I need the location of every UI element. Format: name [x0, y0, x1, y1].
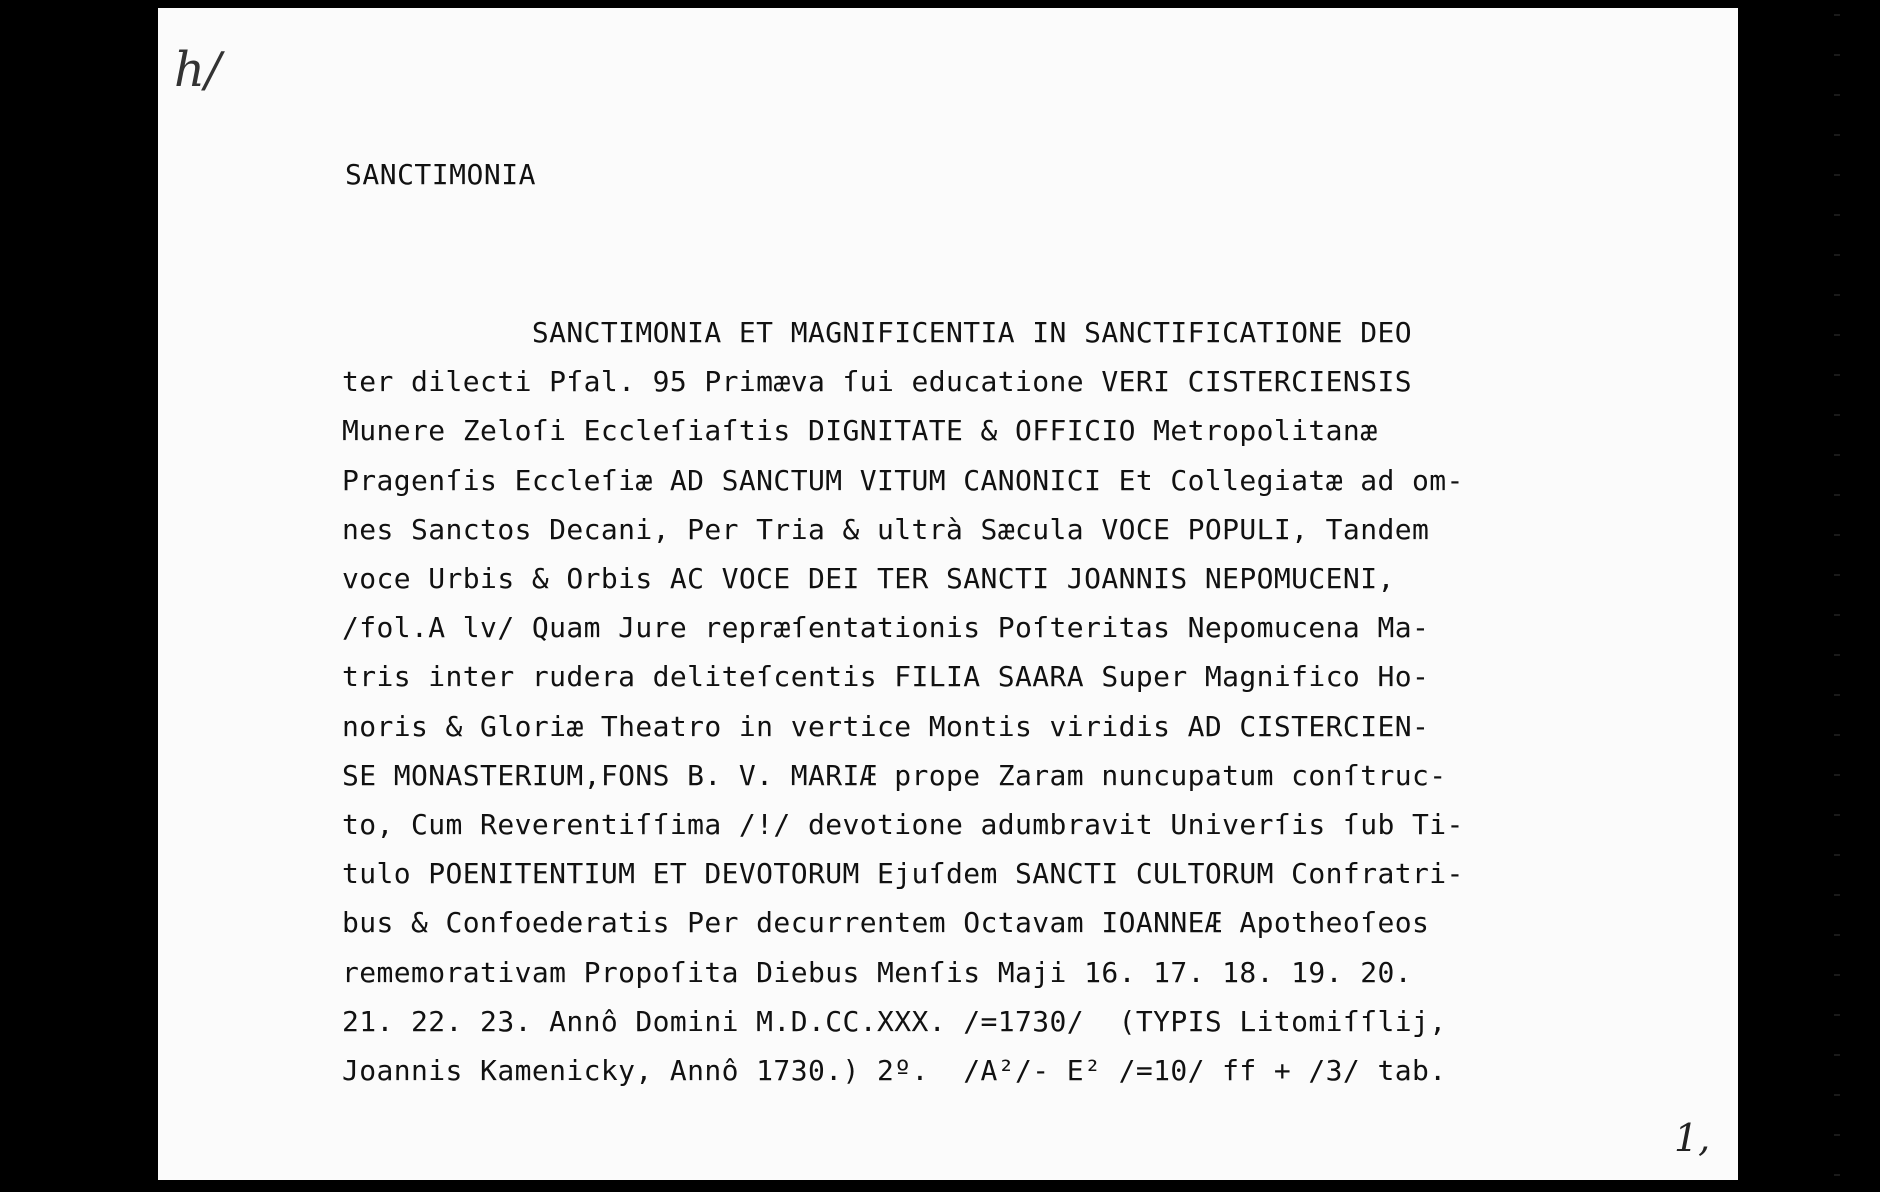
- catalog-entry-text: SANCTIMONIA ET MAGNIFICENTIA IN SANCTIFICATIONE DEO ter dilecti Pſal. 95 Primæva ſui educatione VERI CISTERCIENSIS Munere Zeloſi Eccleſiaſtis DIGNITATE & OFFICIO Metropolitanæ Pragenſis Eccleſiæ AD SANCTUM VITUM CANONICI Et Collegiatæ ad om- nes Sanctos Decani, Per Tria & ultrà Sæcula VOCE POPULI, Tandem voce Urbis & Orbis AC VOCE DEI TER SANCTI JOANNIS NEPOMUCENI, /fol.A lv/ Quam Jure repræſentationis Poſteritas Nepomucena Ma- tris inter rudera deliteſcentis FILIA SAARA Super Magnifico Ho- noris & Gloriæ Theatro in vertice Montis viridis AD CISTERCIEN- SE MONASTERIUM,FONS B. V. MARIÆ prope Zaram nuncupatum conſtruc- to, Cum Reverentiſſima /!/ devotione adumbravit Univerſis ſub Ti- tulo POENITENTIUM ET DEVOTORUM Ejuſdem SANCTI CULTORUM Confratri- bus & Confoederatis Per decurrentem Octavam IOANNEÆ Apotheoſeos rememorativam Propoſita Diebus Menſis Maji 16. 17. 18. 19. 20. 21. 22. 23. Annô Domini M.D.CC.XXX. /=1730/ (TYPIS Litomiſſlij, Joannis Kamenicky, Annô 1730.) 2º. /A²/- E² /=10/ ff + /3/ tab.: [342, 316, 1464, 1088]
- document-page: [158, 8, 1738, 1180]
- catalog-header-title: SANCTIMONIA: [345, 158, 536, 191]
- scan-edge-marks: [1834, 0, 1840, 1192]
- handwritten-page-number: 1,: [1674, 1116, 1711, 1160]
- handwritten-corner-mark: h/: [174, 42, 222, 98]
